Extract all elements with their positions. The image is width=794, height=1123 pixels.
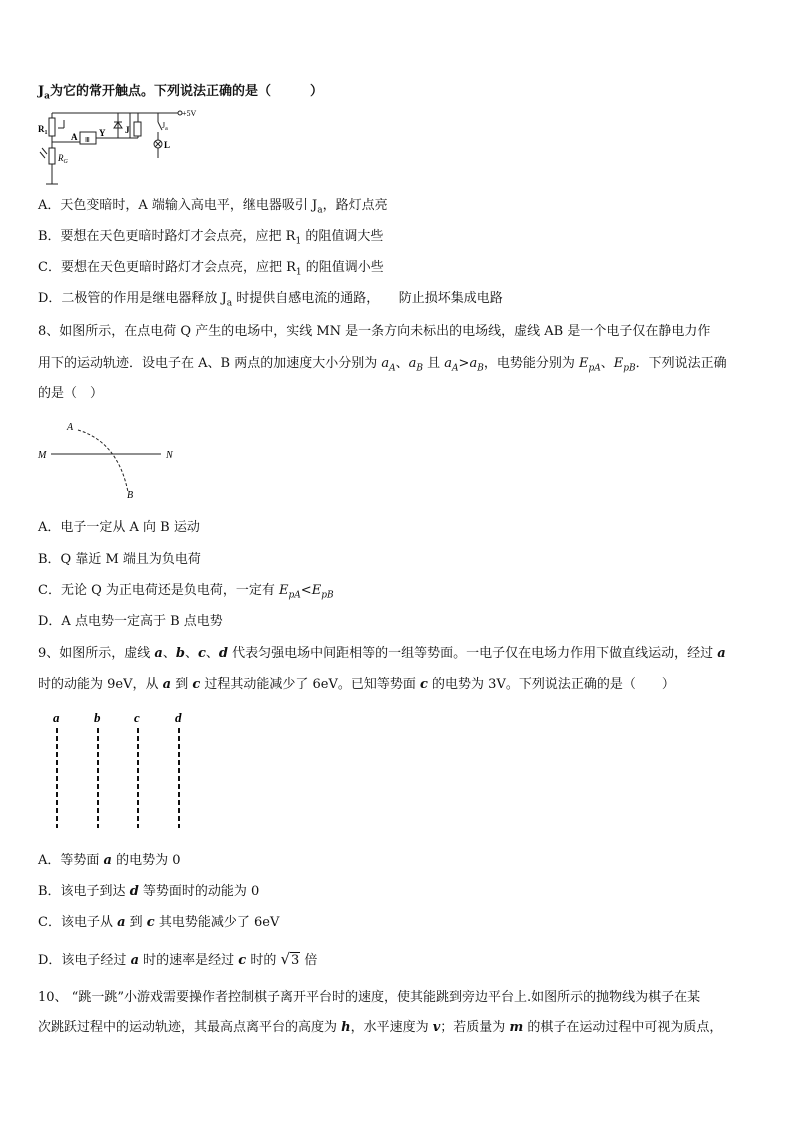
circuit-label-j: J — [125, 125, 130, 135]
figure-label-n: N — [166, 450, 173, 461]
q8-stem-line2: 用下的运动轨迹．设电子在 A、B 两点的加速度大小分别为 $a_A$、$a_B$ 且 $a_A>a_B$，电势能分别为 $E_{pA}$、$E_{pB}$．下列说法正确 — [38, 356, 727, 374]
q9-stem-line1: 9、如图所示，虚线 a、b、c、d 代表匀强电场中间距相等的一组等势面。一电子仅在电场力作用下做直线运动，经过 a — [38, 646, 726, 661]
q9-option-b[interactable]: B．该电子到达 d 等势面时的动能为 0 — [38, 884, 260, 899]
figure-label-d: d — [175, 710, 182, 725]
q9-equipotential-figure — [40, 708, 200, 832]
q8-field-figure — [36, 418, 186, 502]
q8-stem-line1: 8、如图所示，在点电荷 Q 产生的电场中，实线 MN 是一条方向未标出的电场线，虚线 AB 是一个电子仅在静电力作 — [38, 324, 711, 339]
figure-label-a: A — [67, 422, 74, 433]
q8-stem-line3: 的是（ ） — [38, 386, 104, 401]
q8-option-b[interactable]: B．Q 靠近 M 端且为负电荷 — [38, 552, 201, 567]
circuit-label-ja: $J_a$ — [162, 121, 168, 132]
q9-stem-line2: 时的动能为 9eV，从 a 到 c 过程其动能减少了 6eV。已知等势面 c 的电势为 3V。下列说法正确的是（ ） — [38, 677, 675, 692]
circuit-label-l: L — [164, 140, 171, 150]
q8-option-d[interactable]: D．A 点电势一定高于 B 点电势 — [38, 614, 223, 629]
q7-stem: $J_a$为它的常开触点。下列说法正确的是（ ） — [38, 84, 324, 102]
figure-label-b: b — [94, 710, 101, 725]
q8-option-c[interactable]: C．无论 Q 为正电荷还是负电荷，一定有 $E_{pA}<E_{pB}$ — [38, 583, 334, 601]
q7-option-c[interactable]: C．要想在天色更暗时路灯才会点亮，应把 $R_1$ 的阻值调小些 — [38, 260, 384, 278]
q9-option-a[interactable]: A．等势面 a 的电势为 0 — [38, 853, 181, 868]
figure-label-m: M — [38, 450, 47, 461]
circuit-label-y: Y — [99, 128, 106, 138]
q7-circuit-figure — [38, 104, 208, 188]
q10-stem-line1: 10、 “跳一跳”小游戏需要操作者控制棋子离开平台时的速度，使其能跳到旁边平台上.如图所示的抛物线为棋子在某 — [38, 990, 701, 1005]
circuit-label-a: A — [71, 132, 78, 142]
q9-option-c[interactable]: C．该电子从 a 到 c 其电势能减少了 6eV — [38, 915, 280, 930]
circuit-label-rg: $R_G$ — [58, 153, 68, 165]
circuit-label-5v: +5V — [182, 109, 197, 118]
q7-option-d[interactable]: D．二极管的作用是继电器释放 $J_a$ 时提供自感电流的通路， 防止损坏集成电路 — [38, 291, 503, 309]
figure-label-a: a — [53, 710, 60, 725]
q10-stem-line2: 次跳跃过程中的运动轨迹，其最高点离平台的高度为 h，水平速度为 v；若质量为 m 的棋子在运动过程中可视为质点， — [38, 1020, 723, 1035]
circuit-label-r1: $R_1$ — [38, 124, 48, 136]
q8-option-a[interactable]: A．电子一定从 A 向 B 运动 — [38, 520, 200, 535]
q7-option-a[interactable]: A．天色变暗时，A 端输入高电平，继电器吸引 $J_a$，路灯点亮 — [38, 198, 388, 216]
q9-option-d[interactable]: D．该电子经过 a 时的速率是经过 c 时的 √3 倍 — [38, 950, 318, 968]
figure-label-c: c — [134, 710, 140, 725]
figure-label-b: B — [127, 490, 134, 501]
circuit-gate-label: Ⅲ — [85, 136, 90, 144]
q7-option-b[interactable]: B．要想在天色更暗时路灯才会点亮，应把 $R_1$ 的阻值调大些 — [38, 229, 384, 247]
sqrt-symbol: √ — [280, 950, 291, 968]
